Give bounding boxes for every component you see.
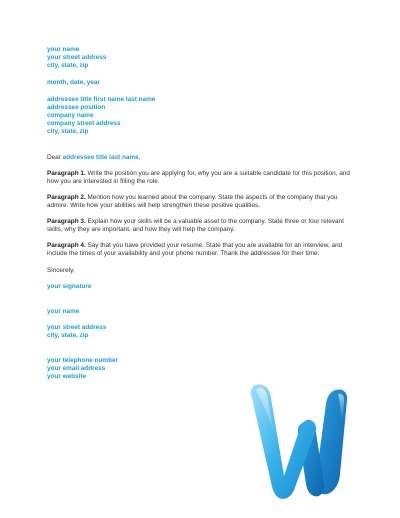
footer-street[interactable]: your street address	[47, 324, 107, 331]
sender-name[interactable]: your name	[47, 46, 80, 53]
paragraph-3-lead: Paragraph 3.	[47, 218, 86, 225]
addressee-block	[47, 96, 359, 136]
salutation	[47, 154, 359, 162]
footer-phone[interactable]: your telephone number	[47, 357, 119, 364]
addressee-position[interactable]: addressee position	[47, 104, 106, 111]
paragraph-2-lead: Paragraph 2.	[47, 194, 86, 201]
date-block	[47, 79, 359, 87]
footer-website[interactable]: your website	[47, 373, 87, 380]
paragraph-3	[47, 218, 359, 234]
closing: Sincerely,	[47, 267, 75, 274]
word-w-logo-icon	[244, 376, 356, 506]
signature[interactable]: your signature	[47, 283, 92, 290]
paragraph-4-lead: Paragraph 4.	[47, 242, 86, 249]
paragraph-3-text: Explain how your skills will be a valuable asset to the company. State three or four relevant skills, why they are important, and how they will help the company.	[47, 218, 344, 233]
footer-name-block	[47, 308, 359, 316]
sender-block	[47, 46, 359, 70]
paragraph-4	[47, 242, 359, 258]
paragraph-4-text: Say that you have provided your resume. State that you are available for an interview, and include the times of your availability and your phone number. Thank the addressee for their time.	[47, 242, 343, 257]
footer-address-block	[47, 324, 359, 340]
paragraph-2-text: Mention how you learned about the company. State the aspects of the company that you admire. Write how your abilities will help strengthen these positive qualities.	[47, 194, 338, 209]
letter-page	[47, 46, 359, 381]
sender-city[interactable]: city, state, zip	[47, 62, 89, 69]
signature-block	[47, 283, 359, 291]
footer-email[interactable]: your email address	[47, 365, 106, 372]
salutation-name[interactable]: addressee title last name	[62, 154, 139, 161]
footer-city[interactable]: city, state, zip	[47, 332, 89, 339]
sender-street[interactable]: your street address	[47, 54, 107, 61]
salutation-suffix: ,	[138, 154, 141, 161]
paragraph-1-text: Write the position you are applying for, why you are a suitable candidate for this position, and how you are interested in filling the role.	[47, 170, 350, 185]
paragraph-2	[47, 194, 359, 210]
letter-date[interactable]: month, date, year	[47, 79, 100, 86]
paragraph-1	[47, 170, 359, 186]
addressee-title-name[interactable]: addressee title first name last name	[47, 96, 156, 103]
addressee-company[interactable]: company name	[47, 112, 94, 119]
addressee-street[interactable]: company street address	[47, 120, 121, 127]
salutation-prefix: Dear	[47, 154, 63, 161]
footer-name[interactable]: your name	[47, 308, 80, 315]
addressee-city[interactable]: city, state, zip	[47, 128, 89, 135]
paragraph-1-lead: Paragraph 1.	[47, 170, 86, 177]
